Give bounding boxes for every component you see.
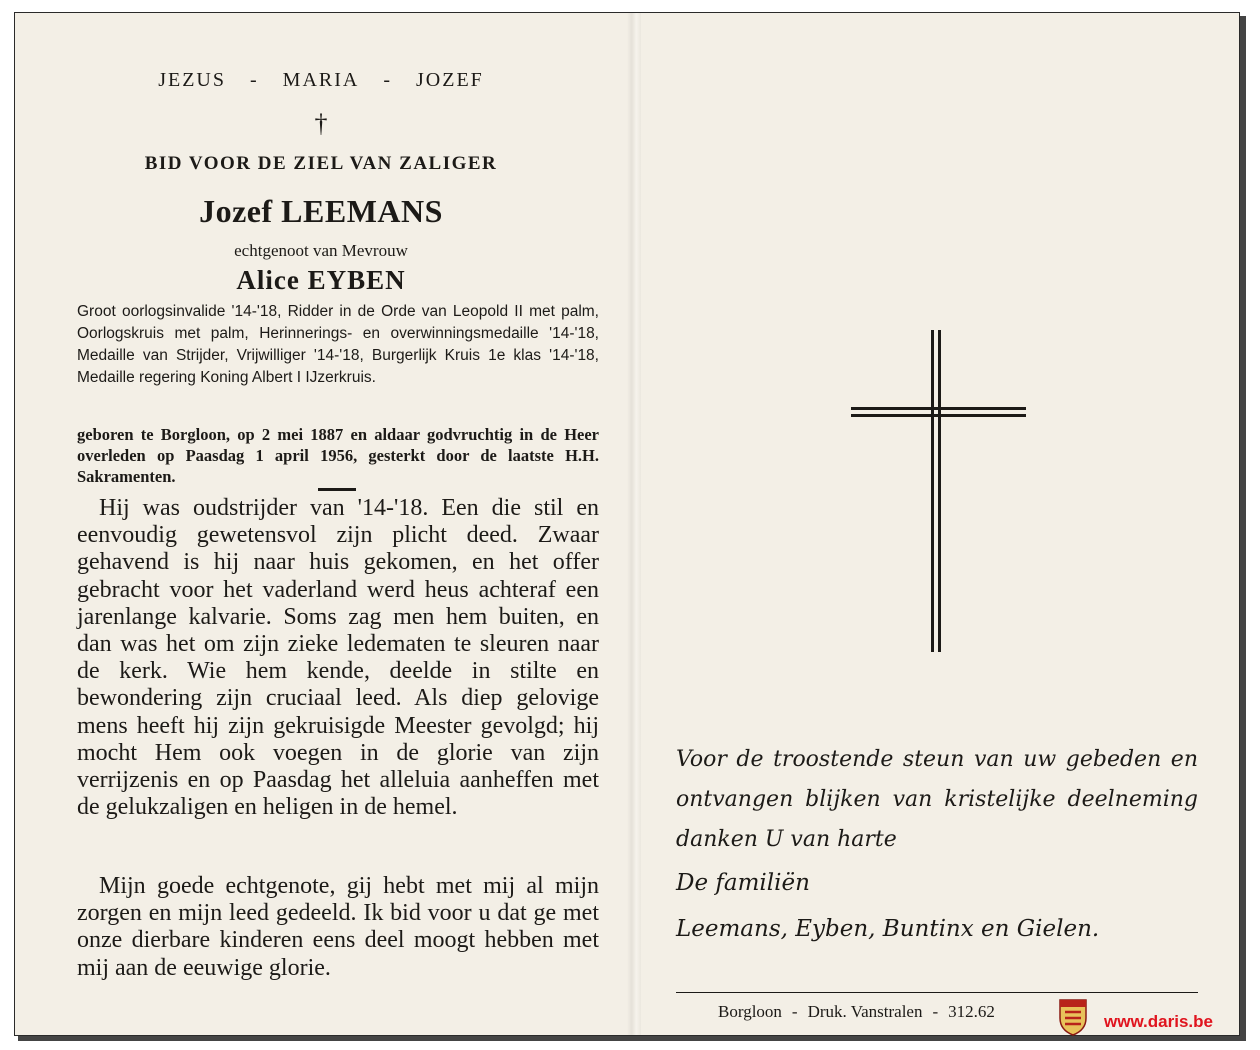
invocation-dash-2: - xyxy=(383,69,392,91)
invocation-maria: MARIA xyxy=(282,69,360,91)
printer-dash-2: - xyxy=(932,1002,939,1021)
left-page xyxy=(15,13,627,1035)
printer-town: Borgloon xyxy=(718,1002,782,1021)
card-shadow-bottom xyxy=(18,1036,1246,1041)
footer-rule xyxy=(676,992,1198,993)
family-heading: De familiën xyxy=(676,870,810,896)
invocation-line xyxy=(15,69,627,92)
deceased-name: Jozef LEEMANS xyxy=(199,193,443,229)
printer-dash-1: - xyxy=(791,1002,798,1021)
family-names: Leemans, Eyben, Buntinx en Gielen. xyxy=(676,916,1100,942)
printer-code: 312.62 xyxy=(948,1002,995,1021)
birth-death-text: geboren te Borgloon, op 2 mei 1887 en aldaar godvruchtig in de Heer overleden op Paasdag 1 april 1956, gesterkt door de laatste H.H. Sakramenten. xyxy=(77,425,599,486)
watermark-link[interactable]: www.daris.be xyxy=(1104,1012,1213,1031)
honours-text: Groot oorlogsinvalide '14-'18, Ridder in de Orde van Leopold II met palm, Oorlogskruis met palm, Herinnerings- en overwinningsmedaille '14-'18, Medaille van Strijder, Vrijwilliger '14-'18, Burgerlijk Kruis 1e klas '14-'18, Medaille regering Koning Albert I IJzerkruis. xyxy=(77,303,599,386)
memorial-card xyxy=(14,12,1240,1036)
thanks-text: Voor de troostende steun van uw gebeden en ontvangen blijken van kristelijke deelneming danken U van harte xyxy=(676,747,1198,852)
remembrance-paragraph-1: Hij was oudstrijder van '14-'18. Een die stil en eenvoudig gewetensvol zijn plicht deed. Zwaar gehavend is hij naar huis gekomen, en het offer gebracht voor het vaderland werd heus achteraf een jarenlange kalvarie. Soms zag men hem buiten, en dan was het om zijn zieke ledematen te sleuren naar de kerk. Wie hem kende, deelde in stilte en bewondering zijn cruciaal leed. Als diep gelovige mens heeft hij zijn gekruisigde Meester gevolgd; hij mocht Hem ook voegen in de glorie van zijn verrijzenis en op Paasdag het alleluia aanheffen met de gelukzaligen en heligen in de hemel. xyxy=(77,495,599,821)
spouse-intro: echtgenoot van Mevrouw xyxy=(234,241,408,260)
card-shadow-right xyxy=(1240,16,1246,1040)
prayer-line: BID VOOR DE ZIEL VAN ZALIGER xyxy=(144,153,498,174)
printer-name: Druk. Vanstralen xyxy=(807,1002,923,1021)
printer-line xyxy=(718,1002,1005,1022)
coat-of-arms-icon xyxy=(1057,996,1089,1036)
invocation-dash-1: - xyxy=(249,69,259,91)
double-line-cross-icon xyxy=(837,330,1017,656)
remembrance-paragraph-2: Mijn goede echtgenote, gij hebt met mij al mijn zorgen en mijn leed gedeeld. Ik bid voor u dat ge met onze dierbare kinderen eens deel moogt hebben met mij aan de eeuwige glorie. xyxy=(77,873,599,981)
separator-rule xyxy=(318,488,356,491)
invocation-jozef: JOZEF xyxy=(416,69,484,91)
spouse-name: Alice EYBEN xyxy=(236,265,406,295)
small-cross-icon: † xyxy=(314,109,328,138)
invocation-jezus: JEZUS xyxy=(158,69,226,91)
